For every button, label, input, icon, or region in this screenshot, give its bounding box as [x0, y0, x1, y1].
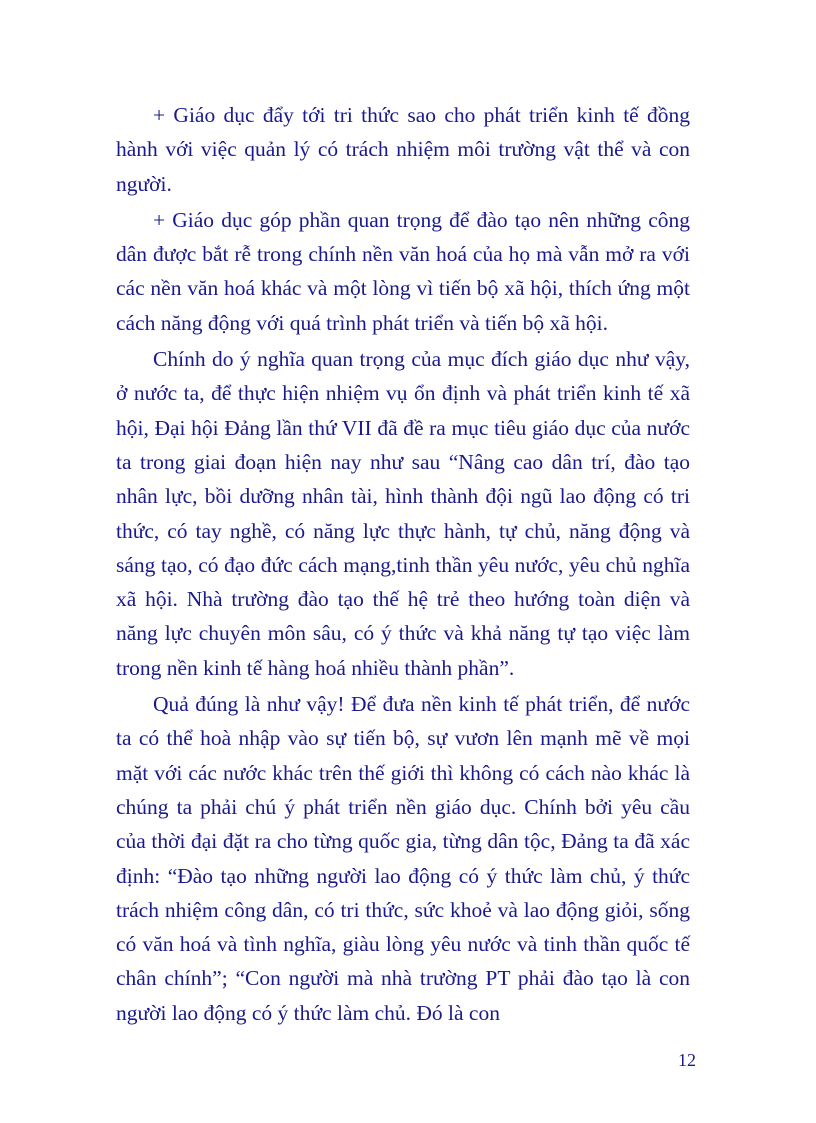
paragraph-1: + Giáo dục đẩy tới tri thức sao cho phát triển kinh tế đồng hành với việc quản lý có trách nhiệm môi trường vật thể và con người. — [116, 103, 690, 196]
paragraph-4: Quả đúng là như vậy! Để đưa nền kinh tế phát triển, để nước ta có thể hoà nhập vào sự tiến bộ, sự vươn lên mạnh mẽ về mọi mặt với các nước khác trên thế giới thì không có cách nào khác là chúng ta phải chú ý phát triển nền giáo dục. Chính bởi yêu cầu của thời đại đặt ra cho từng quốc gia, từng dân tộc, Đảng ta đã xác định: “Đào tạo những người lao động có ý thức làm chủ, ý thức trách nhiệm công dân, có tri thức, sức khoẻ và lao động giỏi, sống có văn hoá và tình nghĩa, giàu lòng yêu nước và tinh thần quốc tế chân chính”; “Con người mà nhà trường PT phải đào tạo là con người lao động có ý thức làm chủ. Đó là con — [116, 692, 690, 1025]
paragraph-2: + Giáo dục góp phần quan trọng để đào tạo nên những công dân được bắt rễ trong chính nền văn hoá của họ mà vẫn mở ra với các nền văn hoá khác và một lòng vì tiến bộ xã hội, thích ứng một cách năng động với quá trình phát triển và tiến bộ xã hội. — [116, 207, 690, 335]
paragraph-3: Chính do ý nghĩa quan trọng của mục đích giáo dục như vậy, ở nước ta, để thực hiện nhiệm vụ ổn định và phát triển kinh tế xã hội, Đại hội Đảng lần thứ VII đã đề ra mục tiêu giáo dục của nước ta trong giai đoạn hiện nay như sau “Nâng cao dân trí, đào tạo nhân lực, bồi dưỡng nhân tài, hình thành đội ngũ lao động có tri thức, có tay nghề, có năng lực thực hành, tự chủ, năng động và sáng tạo, có đạo đức cách mạng,tinh thần yêu nước, yêu chủ nghĩa xã hội. Nhà trường đào tạo thế hệ trẻ theo hướng toàn diện và năng lực chuyên môn sâu, có ý thức và khả năng tự tạo việc làm trong nền kinh tế hàng hoá nhiều thành phần”. — [116, 347, 690, 680]
page-body — [116, 98, 690, 1030]
page-number: 12 — [678, 1050, 696, 1070]
